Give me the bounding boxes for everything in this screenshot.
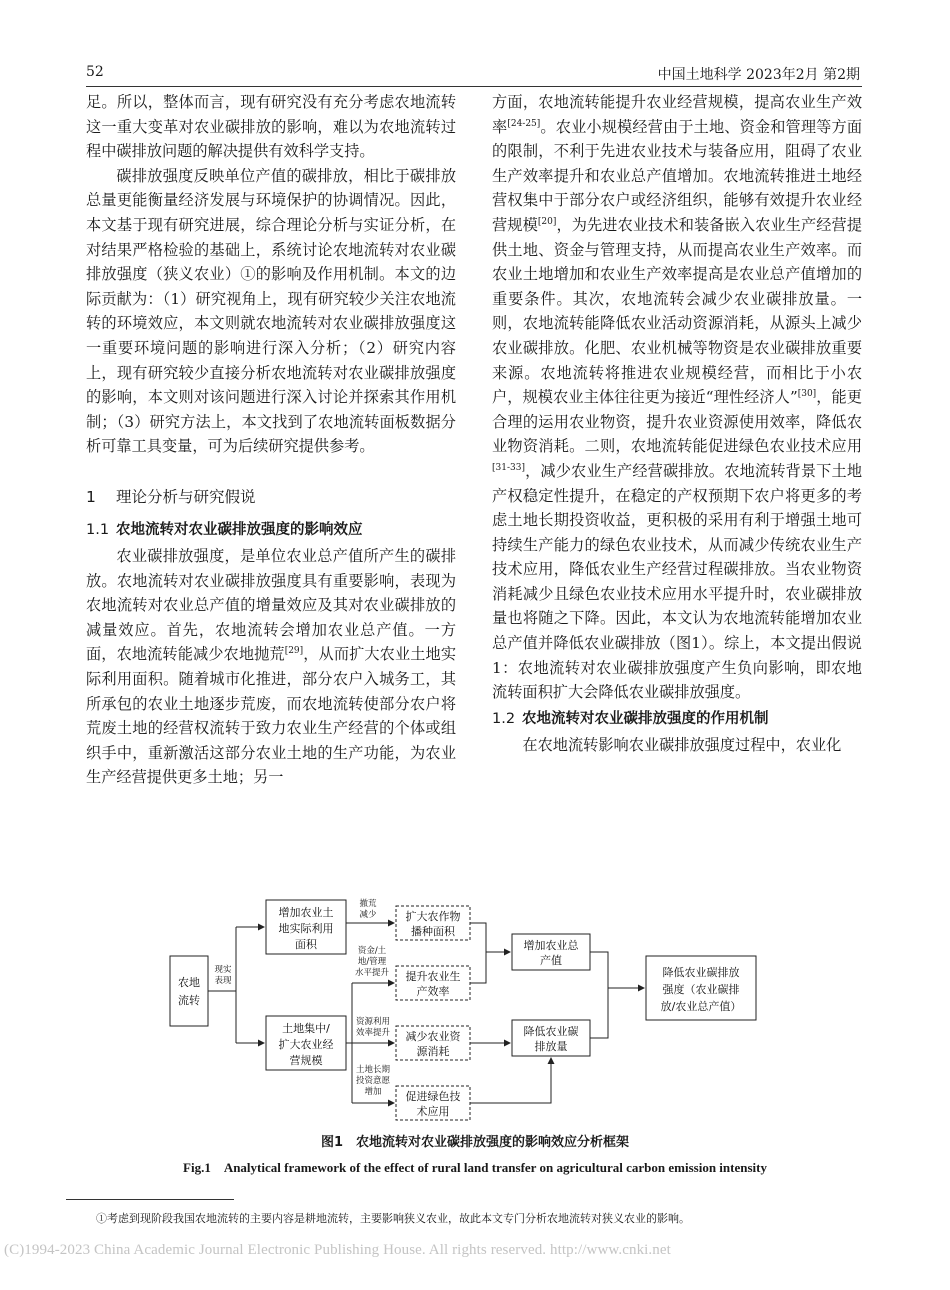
box-land-line2: 地实际利用 [278,922,334,935]
box-emission-line2: 排放量 [534,1040,568,1053]
box-prod-line2: 产效率 [416,985,450,998]
label-efficiency-line1: 资源利用 [355,1017,391,1027]
box-rural-transfer [170,956,208,1026]
box-emission-line1: 降低农业碳 [523,1025,579,1038]
label-capital-line3: 水平提升 [354,968,390,978]
box-scale-line3: 营规模 [289,1054,323,1067]
box-green-line1: 促进绿色技 [405,1090,461,1103]
box-land-line1: 增加农业土 [278,906,334,919]
section-heading-1-2: 1.2 农地流转对农业碳排放强度的作用机制 [492,710,769,727]
label-invest-line1: 土地长期 [355,1065,391,1075]
box-land-line3: 面积 [295,938,317,951]
left-column [86,90,456,790]
box-scale-line1: 土地集中/ [282,1022,330,1035]
paragraph: 方面，农地流转能提升农业经营规模，提高农业生产效率[24-25]。农业小规模经营由于土地、资金和管理等方面的限制，不利于先进农业技术与装备应用，阻碍了农业生产效率提升和农业总产值增加。农地流转推进土地经营权集中于部分农户或经济组织，能够有效提升农业经营规模[20]，为先进农业技术和装备嵌入农业生产经营提供土地、资金与管理支持，从而提高农业生产效率。而农业土地增加和农业生产效率提高是农业总产值增加的重要条件。其次，农地流转会减少农业碳排放量。一则，农地流转能降低农业活动资源消耗，从源头上减少农业碳排放。化肥、农业机械等物资是农业碳排放重要来源。农地流转将推进农业规模经营，而相比于小农户，规模农业主体往往更为接近“理性经济人”[30]，能更合理的运用农业物资，提升农业资源使用效率，降低农业物资消耗。二则，农地流转能促进绿色农业技术应用[31-33]，减少农业生产经营碳排放。农地流转背景下土地产权稳定性提升，在稳定的产权预期下农户将更多的考虑土地长期投资收益，更积极的采用有利于增强土地可持续生产能力的绿色农业技术，从而减少传统农业生产技术应用，降低农业生产经营过程碳排放。当农业物资消耗减少且绿色农业技术应用水平提升时，农业碳排放量也将随之下降。因此，本文认为农地流转能增加农业总产值并降低农业碳排放（图1）。综上，本文提出假说1：农地流转对农业碳排放强度产生负向影响，即农地流转面积扩大会降低农业碳排放强度。 [492,93,863,702]
box-reduce-line1: 减少农业资 [405,1030,461,1043]
citation: [24-25] [507,118,541,129]
figure-caption-en: Fig.1 Analytical framework of the effect of rural land transfer on agricultural carbon emission intensity [183,1160,767,1175]
paragraph: 碳排放强度反映单位产值的碳排放，相比于碳排放总量更能衡量经济发展与环境保护的协调情况。因此，本文基于现有研究进展，综合理论分析与实证分析，在对结果严格检验的基础上，系统讨论农地流转对农业碳排放强度（狭义农业）①的影响及作用机制。本文的边际贡献为：（1）研究视角上，现有研究较少关注农地流转的环境效应，本文则就农地流转对农业碳排放强度这一重要环境问题的影响进行深入分析；（2）研究内容上，现有研究较少直接分析农地流转对农业碳排放强度的影响，本文则对该问题进行深入讨论并探索其作用机制；（3）研究方法上，本文找到了农地流转面板数据分析可靠工具变量，可为后续研究提供参考。 [86,166,456,456]
box-intensity-line2: 强度（农业碳排 [662,983,740,996]
box-intensity-line1: 降低农业碳排放 [662,966,740,979]
right-column [492,90,862,758]
box-area-line2: 播种面积 [411,925,455,938]
label-invest-line2: 投资意愿 [355,1076,391,1086]
citation: [29] [284,646,304,657]
page-number: 52 [86,64,104,80]
box-area-line1: 扩大农作物 [405,910,461,923]
box-prod-line1: 提升农业生 [405,970,461,983]
footnote: ①考虑到现阶段我国农地流转的主要内容是耕地流转，主要影响狭义农业，故此本文专门分析农地流转对狭义农业的影响。 [96,1212,690,1225]
citation: [30] [797,389,817,400]
copyright-watermark: (C)1994-2023 China Academic Journal Electronic Publishing House. All rights reserved. http://www.cnki.net [4,1242,671,1258]
figure-caption-cn: 图1 农地流转对农业碳排放强度的影响效应分析框架 [320,1135,630,1150]
label-capital-line2: 地/管理 [357,957,387,967]
label-capital-line1: 资金/土 [357,946,387,956]
section-heading-1-1: 1.1 农地流转对农业碳排放强度的影响效应 [86,521,363,538]
box-rural-line2: 流转 [178,994,200,1007]
paragraph: 农业碳排放强度，是单位农业总产值所产生的碳排放。农地流转对农业碳排放强度具有重要影响，表现为农地流转对农业总产值的增量效应及其对农业碳排放的减量效应。首先，农地流转会增加农业总产值。一方面，农地流转能减少农地抛荒[29]，从而扩大农业土地实际利用面积。随着城市化推进，部分农户入城务工，其所承包的农业土地逐步荒废，而农地流转使部分农户将荒废土地的经营权流转于致力农业生产经营的个体或组织手中，重新激活这部分农业土地的生产功能，为农业生产经营提供更多土地；另一 [86,547,457,787]
box-green-line2: 术应用 [416,1105,450,1118]
box-reduce-line2: 源消耗 [416,1045,450,1058]
citation: [20] [537,216,557,227]
label-real-line2: 表现 [214,976,232,986]
figure-framework [168,894,798,1126]
footnote-rule [66,1199,234,1200]
label-abandon-line1: 撤荒 [359,899,377,909]
label-efficiency-line2: 效率提升 [355,1028,391,1038]
paragraph: 足。所以，整体而言，现有研究没有充分考虑农地流转这一重大变革对农业碳排放的影响，难以为农地流转过程中碳排放问题的解决提供有效科学支持。 [86,93,456,161]
label-real-line1: 现实 [214,965,232,975]
label-abandon-line2: 减少 [359,910,377,920]
box-output-line1: 增加农业总 [523,939,579,952]
paragraph: 在农地流转影响农业碳排放强度过程中，农业化 [522,736,842,755]
citation: [31-33] [492,462,525,473]
box-scale-line2: 扩大农业经 [278,1038,334,1051]
box-rural-line1: 农地 [178,976,200,989]
header-rule [86,86,862,87]
label-invest-line3: 增加 [364,1087,382,1097]
box-output-line2: 产值 [540,954,562,967]
box-intensity-line3: 放/农业总产值） [660,1000,742,1013]
journal-header: 中国土地科学 2023年2月 第2期 [657,67,860,83]
section-heading-1: 1 理论分析与研究假说 [86,487,256,506]
